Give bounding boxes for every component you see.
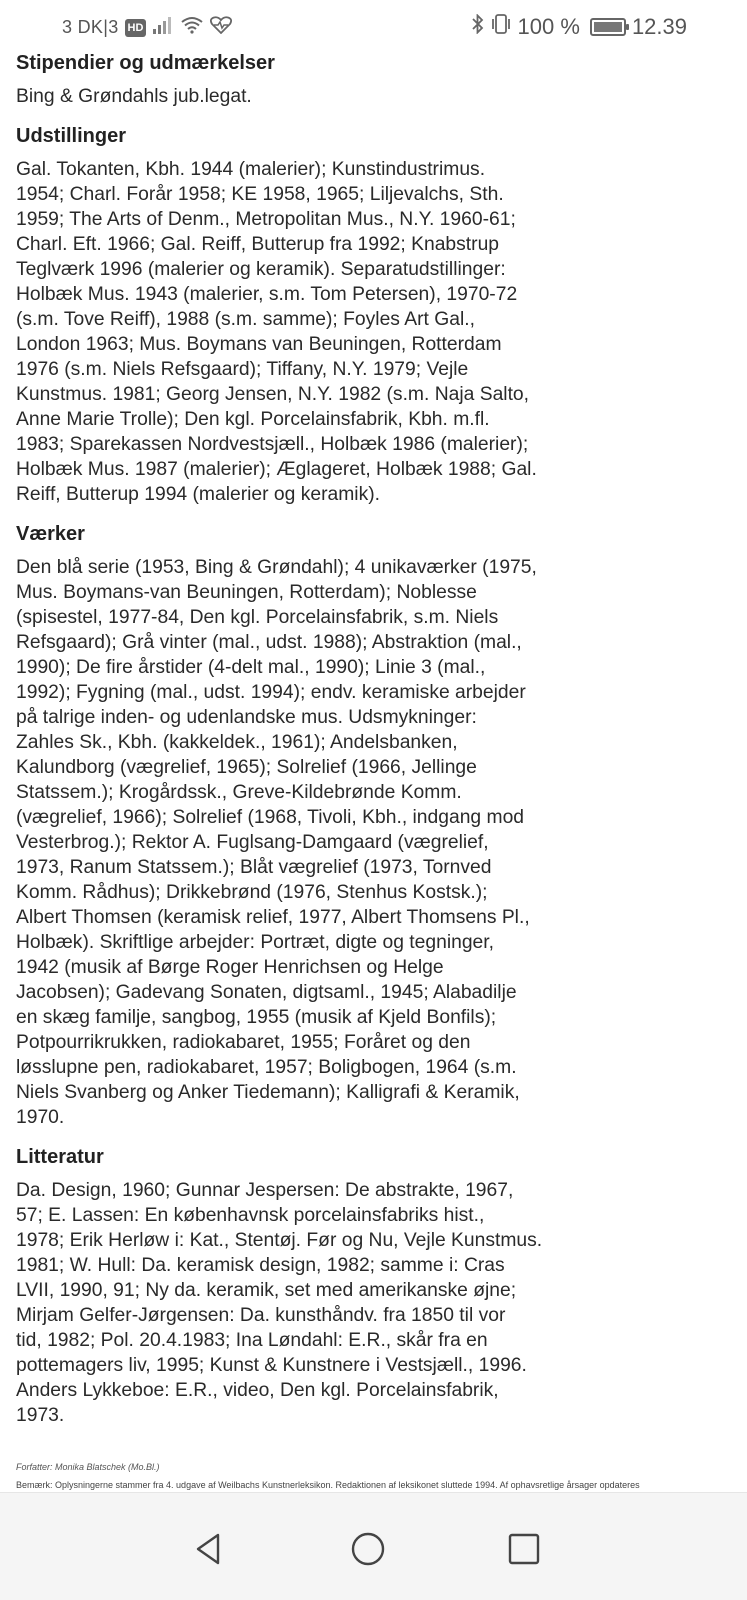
battery-fill [594, 22, 622, 32]
text-line: Holbæk Mus. 1987 (malerier); Æglageret, Holbæk 1988; Gal. [16, 459, 537, 480]
text-line: 1976 (s.m. Niels Refsgaard); Tiffany, N.Y. 1979; Vejle [16, 359, 469, 380]
section-title-literature: Litteratur [16, 1146, 104, 1168]
text-line: 1990); De fire årstider (4-delt mal., 1990); Linie 3 (mal., [16, 657, 486, 678]
text-line: Charl. Eft. 1966; Gal. Reiff, Butterup fra 1992; Knabstrup [16, 234, 500, 255]
text-line: Kunstmus. 1981; Georg Jensen, N.Y. 1982 (s.m. Naja Salto, [16, 384, 530, 405]
text-line: Refsgaard); Grå vinter (mal., udst. 1988); Abstraktion (mal., [16, 632, 522, 653]
carrier-label: 3 DK|3 [62, 17, 119, 37]
text-line: (vægrelief, 1966); Solrelief (1968, Tivoli, Kbh., indgang mod [16, 807, 525, 828]
text-line: 1973. [16, 1405, 65, 1426]
text-line: på talrige inden- og udenlandske mus. Udsmykninger: [16, 707, 477, 728]
text-line: Teglværk 1996 (malerier og keramik). Separatudstillinger: [16, 259, 506, 280]
text-line: Mirjam Gelfer-Jørgensen: Da. kunsthåndv. fra 1850 til vor [16, 1305, 506, 1326]
status-right [472, 14, 687, 40]
status-left [62, 16, 232, 39]
article-content [16, 50, 596, 1505]
text-line: tid, 1982; Pol. 20.4.1983; Ina Løndahl: E.R., skår fra en [16, 1330, 488, 1351]
text-line: 57; E. Lassen: En københavnsk porcelainsfabriks hist., [16, 1205, 485, 1226]
clock: 12.39 [631, 14, 687, 39]
text-line: LVII, 1990, 91; Ny da. keramik, set med amerikanske øjne; [16, 1280, 517, 1301]
text-line: Albert Thomsen (keramisk relief, 1977, Albert Thomsens Pl., [16, 907, 530, 928]
section-title-works: Værker [16, 523, 85, 545]
text-line: 1983; Sparekassen Nordvestsjæll., Holbæk 1986 (malerier); [16, 434, 529, 455]
system-nav-bar [0, 1492, 747, 1600]
text-line: Komm. Rådhus); Drikkebrønd (1976, Stenhus Kostsk.); [16, 882, 488, 903]
text-line: Anders Lykkeboe: E.R., video, Den kgl. Porcelainsfabrik, [16, 1380, 499, 1401]
text-line: 1978; Erik Herløw i: Kat., Stentøj. Før og Nu, Vejle Kunstmus. [16, 1230, 543, 1251]
text-line: Bing & Grøndahls jub.legat. [16, 86, 252, 107]
text-line: Statssem.); Krogårdssk., Greve-Kildebrønde Komm. [16, 782, 462, 803]
text-line: 1959; The Arts of Denm., Metropolitan Mus., N.Y. 1960-61; [16, 209, 516, 230]
wifi-icon [180, 16, 204, 39]
text-line: Da. Design, 1960; Gunnar Jespersen: De abstrakte, 1967, [16, 1180, 514, 1201]
text-line: (spisestel, 1977-84, Den kgl. Porcelainsfabrik, s.m. Niels [16, 607, 499, 628]
text-line: Holbæk). Skriftlige arbejder: Portræt, digte og tegninger, [16, 932, 494, 953]
section-body-exhibitions [16, 157, 596, 507]
text-line: Kalundborg (vægrelief, 1965); Solrelief (1966, Jellinge [16, 757, 477, 778]
section-title-exhibitions: Udstillinger [16, 125, 127, 147]
section-title-grants: Stipendier og udmærkelser [16, 52, 275, 74]
text-line: Den blå serie (1953, Bing & Grøndahl); 4 unikaværker (1975, [16, 557, 537, 578]
text-line: en skæg familje, sangbog, 1955 (musik af Kjeld Bonfils); [16, 1007, 497, 1028]
text-line: Mus. Boymans-van Beuningen, Rotterdam); Noblesse [16, 582, 477, 603]
text-line: Gal. Tokanten, Kbh. 1944 (malerier); Kunstindustrimus. [16, 159, 486, 180]
section-body-grants [16, 84, 596, 109]
recent-apps-icon [506, 1531, 542, 1567]
vibrate-icon [490, 14, 512, 40]
home-icon [350, 1531, 386, 1567]
text-line: Holbæk Mus. 1943 (malerier, s.m. Tom Petersen), 1970-72 [16, 284, 518, 305]
text-line: 1942 (musik af Børge Roger Henrichsen og Helge [16, 957, 444, 978]
recent-apps-button[interactable] [506, 1531, 542, 1567]
battery-icon [590, 18, 626, 36]
text-line: Vesterbrog.); Rektor A. Fuglsang-Damgaard (vægrelief, [16, 832, 489, 853]
section-body-works [16, 555, 596, 1130]
text-line: Niels Svanberg og Anker Tiedemann); Kalligrafi & Keramik, [16, 1082, 520, 1103]
text-line: Anne Marie Trolle); Den kgl. Porcelainsfabrik, Kbh. m.fl. [16, 409, 490, 430]
heart-rate-icon [210, 16, 232, 39]
back-button[interactable] [192, 1531, 228, 1567]
text-line: løsslupne pen, radiokabaret, 1957; Boligbogen, 1964 (s.m. [16, 1057, 517, 1078]
signal-icon [152, 16, 174, 39]
battery-percent: 100 % [517, 14, 580, 39]
text-line: London 1963; Mus. Boymans van Beuningen, Rotterdam [16, 334, 502, 355]
text-line: 1970. [16, 1107, 65, 1128]
home-button[interactable] [350, 1531, 386, 1567]
text-line: (s.m. Tove Reiff), 1988 (s.m. samme); Foyles Art Gal., [16, 309, 475, 330]
section-body-literature [16, 1178, 596, 1428]
author-credit: Forfatter: Monika Blatschek (Mo.Bl.) [16, 1462, 160, 1472]
text-line: Reiff, Butterup 1994 (malerier og keramik). [16, 484, 380, 505]
footnote-text: Bemærk: Oplysningerne stammer fra 4. udgave af Weilbachs Kunstnerleksikon. Redaktionen af leksikonet sluttede 1994. Af ophavsretlige årsager opdateres [16, 1480, 640, 1490]
text-line: 1973, Ranum Statssem.); Blåt vægrelief (1973, Tornved [16, 857, 492, 878]
text-line: Zahles Sk., Kbh. (kakkeldek., 1961); Andelsbanken, [16, 732, 458, 753]
text-line: 1954; Charl. Forår 1958; KE 1958, 1965; Liljevalchs, Sth. [16, 184, 504, 205]
hd-badge: HD [125, 19, 147, 37]
text-line: 1981; W. Hull: Da. keramisk design, 1982; samme i: Cras [16, 1255, 505, 1276]
text-line: pottemagers liv, 1995; Kunst & Kunstnere i Vestsjæll., 1996. [16, 1355, 527, 1376]
text-line: Potpourrikrukken, radiokabaret, 1955; Foråret og den [16, 1032, 471, 1053]
status-bar [0, 0, 747, 56]
back-icon [192, 1531, 228, 1567]
text-line: Jacobsen); Gadevang Sonaten, digtsaml., 1945; Alabadilje [16, 982, 517, 1003]
text-line: 1992); Fygning (mal., udst. 1994); endv. keramiske arbejder [16, 682, 526, 703]
bluetooth-icon [472, 14, 484, 40]
